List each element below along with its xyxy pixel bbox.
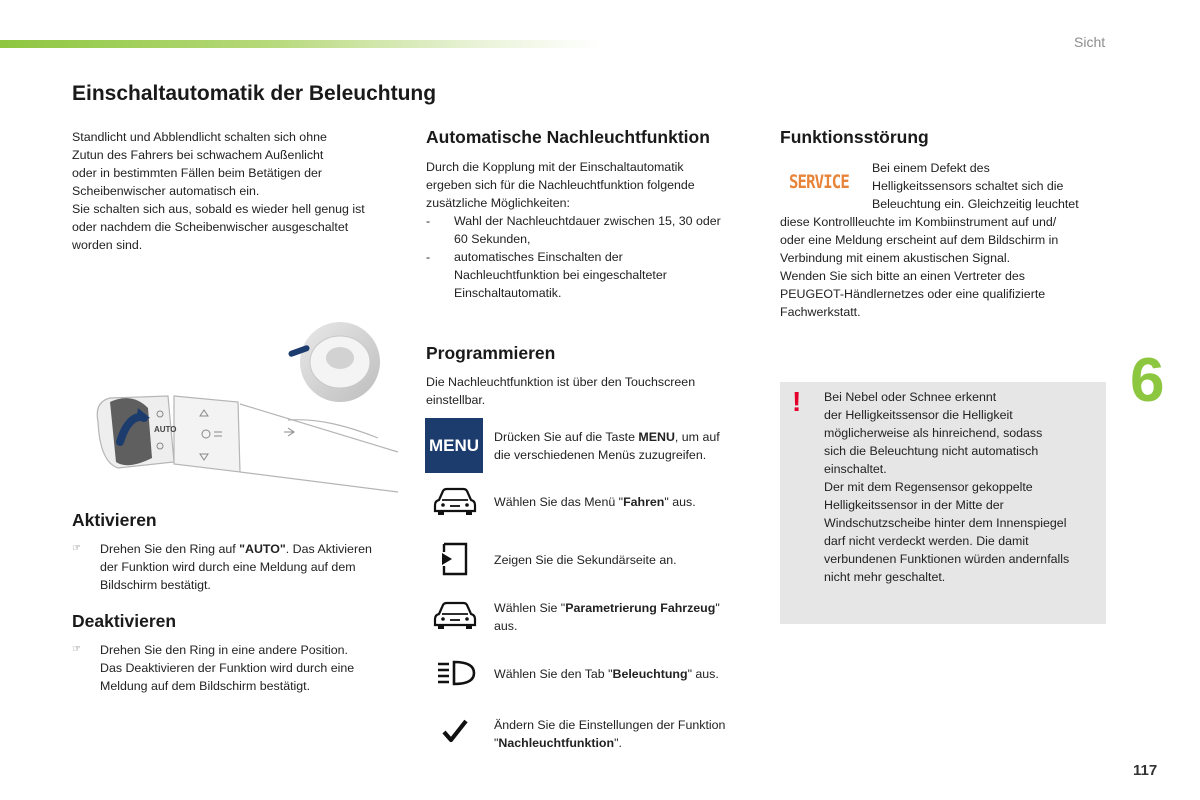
- header-accent-bar: [0, 40, 600, 48]
- step-text: Drücken Sie auf die Taste MENU, um auf die verschiedenen Menüs zuzugreifen.: [494, 430, 720, 462]
- aktivieren-section: [72, 510, 402, 594]
- stoerung-heading: Funktionsstörung: [780, 127, 929, 147]
- stoerung-line: Beleuchtung ein. Gleichzeitig leuchtet: [872, 197, 1079, 211]
- stoerung-line: Fachwerkstatt.: [780, 305, 861, 319]
- deaktivieren-section: [72, 611, 402, 695]
- stoerung-line: Helligkeitssensors schaltet sich die: [872, 179, 1064, 193]
- intro-text: [72, 128, 402, 254]
- hand-bullet-icon: ☞: [72, 644, 81, 655]
- step-text: Wählen Sie "Parametrierung Fahrzeug" aus.: [494, 601, 720, 633]
- stoerung-short-text: [872, 159, 1112, 213]
- note-line: Der mit dem Regensensor gekoppelte: [824, 480, 1033, 494]
- page-number: 117: [1133, 762, 1158, 779]
- nachleucht-line: ergeben sich für die Nachleuchtfunktion folgende: [426, 178, 695, 192]
- page-arrow-icon: [440, 542, 470, 576]
- car-icon: [433, 486, 477, 518]
- step-text: Ändern Sie die Einstellungen der Funktion "Nachleuchtfunktion".: [494, 718, 726, 750]
- step-text: Wählen Sie den Tab "Beleuchtung" aus.: [494, 667, 719, 681]
- aktivieren-line: der Funktion wird durch eine Meldung auf dem: [100, 560, 356, 574]
- stoerung-line: Wenden Sie sich bitte an einen Vertreter des: [780, 269, 1025, 283]
- note-line: nicht mehr geschaltet.: [824, 570, 946, 584]
- hand-bullet-icon: ☞: [72, 543, 81, 554]
- stoerung-line: oder eine Meldung erscheint auf dem Bildschirm in: [780, 233, 1059, 247]
- note-line: darf nicht verdeckt werden. Die damit: [824, 534, 1029, 548]
- section-label: Sicht: [1074, 34, 1106, 50]
- intro-line: oder in bestimmten Fällen beim Betätigen der: [72, 166, 323, 180]
- bullet-line: Wahl der Nachleuchtdauer zwischen 15, 30 oder: [454, 214, 721, 228]
- note-line: einschaltet.: [824, 462, 887, 476]
- ring-label-auto: AUTO: [154, 425, 177, 434]
- page-title: Einschaltautomatik der Beleuchtung: [72, 82, 437, 105]
- menu-button-icon: MENU: [425, 418, 483, 473]
- car-icon: [433, 600, 477, 632]
- dash-bullet: -: [426, 214, 431, 228]
- deaktivieren-line: Drehen Sie den Ring in eine andere Position.: [100, 643, 348, 657]
- stoerung-line: PEUGEOT-Händlernetzes oder eine qualifizierte: [780, 287, 1046, 301]
- aktivieren-heading: Aktivieren: [72, 510, 157, 530]
- note-line: Helligkeitssensor in der Mitte der: [824, 498, 1004, 512]
- step-text: Wählen Sie das Menü "Fahren" aus.: [494, 495, 696, 509]
- note-text: [824, 388, 1099, 586]
- programmieren-section: [426, 343, 756, 409]
- note-line: Bei Nebel oder Schnee erkennt: [824, 390, 997, 404]
- deaktivieren-heading: Deaktivieren: [72, 611, 177, 631]
- intro-line: oder nachdem die Scheibenwischer ausgeschaltet: [72, 220, 349, 234]
- nachleucht-section: [426, 127, 756, 302]
- note-line: der Helligkeitssensor die Helligkeit: [824, 408, 1013, 422]
- steering-wheel-thumbnail: [288, 322, 380, 402]
- aktivieren-line: Drehen Sie den Ring auf "AUTO". Das Aktivieren: [100, 542, 372, 556]
- stoerung-line: diese Kontrollleuchte im Kombiinstrument auf und/: [780, 215, 1057, 229]
- dash-bullet: -: [426, 250, 431, 264]
- warning-note-box: [780, 382, 1106, 624]
- bullet-line: Einschaltautomatik.: [454, 286, 562, 300]
- note-line: Windschutzscheibe hinter dem Innenspiegel: [824, 516, 1067, 530]
- intro-line: Scheibenwischer automatisch ein.: [72, 184, 260, 198]
- intro-line: Zutun des Fahrers bei schwachem Außenlicht: [72, 148, 324, 162]
- intro-line: Standlicht und Abblendlicht schalten sich ohne: [72, 130, 327, 144]
- nachleucht-line: zusätzliche Möglichkeiten:: [426, 196, 570, 210]
- programmieren-line: einstellbar.: [426, 393, 486, 407]
- chapter-number: 6: [1130, 346, 1165, 415]
- bullet-line: automatisches Einschalten der: [454, 250, 623, 264]
- stoerung-line: Bei einem Defekt des: [872, 161, 990, 175]
- step-text: Zeigen Sie die Sekundärseite an.: [494, 553, 677, 567]
- note-line: möglicherweise als hinreichend, sodass: [824, 426, 1043, 440]
- note-line: sich die Beleuchtung nicht automatisch: [824, 444, 1039, 458]
- lighting-stalk-illustration: [88, 322, 400, 498]
- nachleucht-heading: Automatische Nachleuchtfunktion: [426, 127, 710, 147]
- deaktivieren-line: Meldung auf dem Bildschirm bestätigt.: [100, 679, 311, 693]
- aktivieren-line: Bildschirm bestätigt.: [100, 578, 211, 592]
- stoerung-text: [780, 213, 1110, 321]
- service-warning-icon: SERVICE: [789, 171, 849, 193]
- deaktivieren-line: Das Deaktivieren der Funktion wird durch eine: [100, 661, 355, 675]
- stoerung-section: [780, 127, 1110, 148]
- bullet-line: 60 Sekunden,: [454, 232, 531, 246]
- exclamation-icon: !: [792, 386, 802, 417]
- checkmark-icon: [442, 718, 468, 744]
- programmieren-line: Die Nachleuchtfunktion ist über den Touchscreen: [426, 375, 696, 389]
- intro-line: Sie schalten sich aus, sobald es wieder hell genug ist: [72, 202, 365, 216]
- stoerung-line: Verbindung mit einem akustischen Signal.: [780, 251, 1011, 265]
- programmieren-heading: Programmieren: [426, 343, 556, 363]
- nachleucht-line: Durch die Kopplung mit der Einschaltautomatik: [426, 160, 684, 174]
- note-line: verbundenen Funktionen würden andernfalls: [824, 552, 1070, 566]
- headlight-icon: [436, 660, 476, 686]
- bullet-line: Nachleuchtfunktion bei eingeschalteter: [454, 268, 667, 282]
- stalk-ring: [110, 398, 152, 465]
- intro-line: worden sind.: [72, 238, 143, 252]
